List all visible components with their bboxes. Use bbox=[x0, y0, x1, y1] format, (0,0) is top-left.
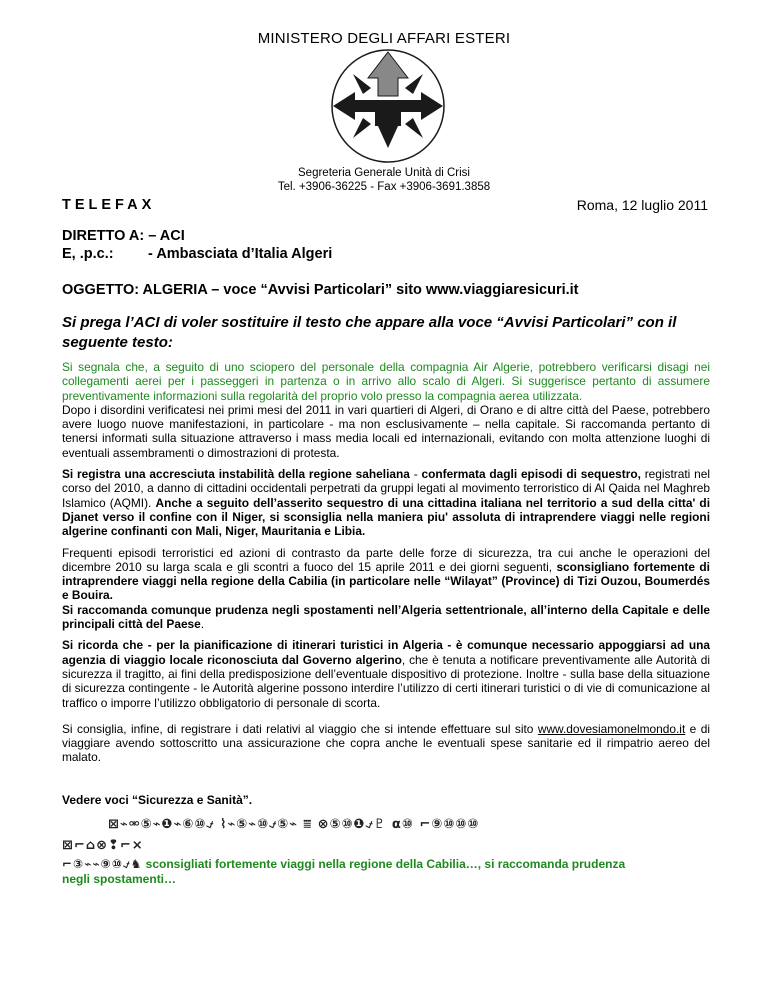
crisis-unit-info bbox=[0, 166, 768, 194]
dovesiamonelmondo-link[interactable]: www.dovesiamonelmondo.it bbox=[537, 721, 686, 736]
terror-details: Frequenti episodi terroristici ed azioni di contrasto da parte delle forze di sicurezza, tra cui anche le operazioni del dicembre 2010 su larga scala e gli scontri a fuoco del 15 aprile 2011 e dei giorni seguenti, bbox=[62, 545, 710, 574]
final-note-green: sconsigliati fortemente viaggi nella regione della Cabilia…, si raccomanda prudenza bbox=[142, 857, 626, 871]
recipients bbox=[62, 227, 332, 263]
cc-label: E, .p.c.: bbox=[62, 246, 114, 262]
wingdings-line-3: ⌐③⌁⌁⑨⑩⍻♞ bbox=[62, 857, 143, 871]
paragraph-3 bbox=[62, 546, 710, 632]
sahel-details: registrati nel corso del 2010, a danno di cittadini occidentali perpetrati da gruppi legati al movimento terroristico di Al Qaida nel Maghreb Islamico (AQMI). bbox=[62, 467, 710, 510]
message-body bbox=[62, 360, 710, 772]
wingdings-line-2: ⊠⌐⌂⊗❢⌐⨯ bbox=[62, 838, 144, 853]
unit-phone-fax: Tel. +3906-36225 - Fax +3906-3691.3858 bbox=[277, 181, 491, 193]
paragraph-1 bbox=[62, 360, 710, 460]
sahel-separator: - bbox=[409, 467, 422, 482]
final-note-end: negli spostamenti… bbox=[62, 871, 177, 886]
wingdings-line-1: ⊠⌁⚮⑤⌁❶⌁⑥⑩⍻ ⌇⌁⑤⌁⑩⍻⑤⌁ ⩸ ⊗⑤⑩❶⍻♇ ⍺⑩ ⌐⑨⑩⑩⑩ bbox=[108, 817, 480, 832]
unrest-notice: Dopo i disordini verificatesi nei primi mesi del 2011 in vari quartieri di Algeri, di Orano e di altre città del Paese, potrebbero avere luogo nuove manifestazioni, in particolare - ma non esclusivamente – nella capitale. Si raccomanda pertanto di tenersi informati sulla situazione attraverso i mass media locali ed internazionali, evitando con molta attenzione luoghi di eventuali assembramenti o dimostrazioni di protesta. bbox=[62, 402, 710, 460]
agency-details: , che è tenuta a notificare preventivamente alle Autorità di sicurezza il tragitto, ai fini della predisposizione dell’eventuale dispositivo di protezione. Inoltre - sulla base della situazione di sicurezza contingente - le Autorità algerine possono interdire l’utilizzo di certi itinerari turistici o di vie di comunicazione al traffico o imporre l’utilizzo obbligatorio di personale di scorta. bbox=[62, 652, 710, 710]
see-also: Vedere voci “Sicurezza e Sanità”. bbox=[62, 793, 253, 807]
cc-value: - Ambasciata d’Italia Algeri bbox=[148, 246, 333, 262]
register-text: Si consiglia, infine, di registrare i dati relativi al viaggio che si intende effettuare sul sito bbox=[62, 721, 538, 736]
strike-notice: Si segnala che, a seguito di uno sciopero del personale della compagnia Air Algerie, potrebbero verificarsi disagi nei collegamenti aerei per i passeggeri in partenza o in arrivo allo scalo di Algeri. Si suggerisce pertanto di assumere preventivamente informazioni sulla regolarità del proprio volo presso la compagnia aerea utilizzata. bbox=[62, 360, 710, 403]
sahel-kidnapping: confermata dagli episodi di sequestro, bbox=[421, 467, 641, 482]
telefax-heading: TELEFAX bbox=[62, 197, 156, 213]
paragraph-2 bbox=[62, 467, 710, 538]
request-text: Si prega l’ACI di voler sostituire il testo che appare alla voce “Avvisi Particolari” con il seguente testo: bbox=[62, 314, 677, 351]
sahel-heading: Si registra una accresciuta instabilità della regione saheliana bbox=[62, 467, 410, 482]
sahel-warning: Anche a seguito dell’asserito sequestro di una cittadina italiana nel territorio a sud della citta' di Djanet verso il confine con il Niger, si sconsiglia nella maniera piu' assoluta di intraprendere viaggi nelle regioni algerine confinanti con Mali, Niger, Mauritania e Libia. bbox=[62, 495, 711, 539]
insurance-text: e di viaggiare avendo sottoscritto una assicurazione che copra anche le eventuali spese sanitarie ed il rimpatrio aereo del malato. bbox=[62, 721, 710, 765]
north-caution: Si raccomanda comunque prudenza negli spostamenti nell’Algeria settentrionale, all’interno della Capitale e delle principali città del Paese bbox=[62, 602, 710, 632]
final-note bbox=[62, 857, 712, 886]
paragraph-5 bbox=[62, 722, 710, 765]
cabilia-warning: sconsigliano fortemente di intraprendere viaggi nella regione della Cabilia (in particolare nelle “Wilayat” (Province) di Tizi Ouzou, Boumerdés e Bouira. bbox=[62, 559, 710, 603]
fax-date: Roma, 12 luglio 2011 bbox=[576, 197, 708, 213]
recipient-to: DIRETTO A: – ACI bbox=[62, 228, 185, 244]
ministry-logo bbox=[283, 48, 493, 163]
recipient-cc bbox=[62, 245, 332, 263]
paragraph-4 bbox=[62, 638, 710, 709]
north-caution-end: . bbox=[200, 617, 205, 632]
ministry-title: MINISTERO DEGLI AFFARI ESTERI bbox=[257, 30, 511, 47]
agency-requirement: Si ricorda che - per la pianificazione di itinerari turistici in Algeria - è comunque necessario appoggiarsi ad una agenzia di viaggio locale riconosciuta dal Governo algerino bbox=[62, 638, 710, 667]
subject-line: OGGETTO: ALGERIA – voce “Avvisi Particolari” sito www.viaggiaresicuri.it bbox=[62, 282, 579, 298]
unit-name: Segreteria Generale Unità di Crisi bbox=[298, 167, 470, 179]
